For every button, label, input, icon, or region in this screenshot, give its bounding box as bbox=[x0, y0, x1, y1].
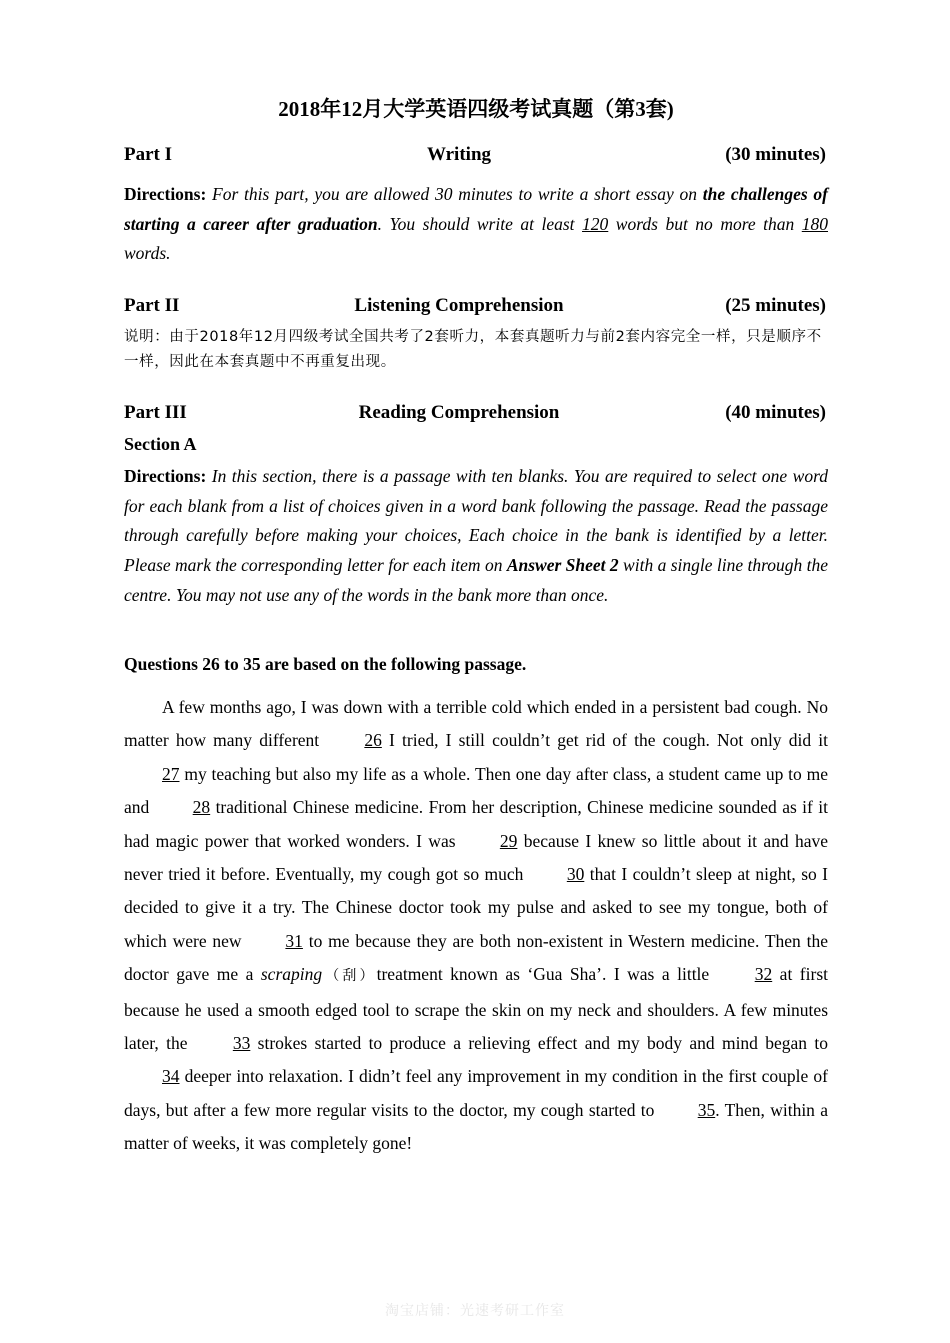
blank-28: 28 bbox=[192, 797, 211, 818]
part3-label: Part III bbox=[124, 402, 187, 423]
scraping-gloss: （刮） bbox=[322, 968, 377, 985]
blank-35: 35 bbox=[697, 1099, 716, 1120]
part1-header bbox=[124, 144, 828, 170]
part3-header bbox=[124, 402, 828, 428]
passage-text: I tried, I still couldn’t get rid of the cough. Not only did it bbox=[381, 730, 828, 751]
essay-topic: the challenges of starting a career after graduation bbox=[124, 184, 829, 234]
writing-directions-lead: Directions: bbox=[124, 184, 207, 204]
writing-directions-text: For this part, you are allowed 30 minutes to write a short essay on bbox=[206, 184, 703, 204]
blank-27: 27 bbox=[162, 763, 180, 784]
passage-text: my teaching but also my life as a whole. Then one day after class, a student came up to me and bbox=[124, 763, 828, 818]
writing-directions-text: . You should write at least bbox=[377, 213, 583, 234]
passage-text: strokes started to produce a relieving effect and my body and mind began to bbox=[250, 1033, 829, 1054]
part2-name: Listening Comprehension bbox=[354, 295, 564, 316]
max-words: 180 bbox=[801, 213, 829, 234]
watermark: 淘宝店铺：光速考研工作室 bbox=[385, 1303, 565, 1319]
blank-26: 26 bbox=[364, 730, 382, 751]
questions-intro: Questions 26 to 35 are based on the following passage. bbox=[124, 654, 527, 674]
reading-passage bbox=[124, 691, 828, 1161]
passage-text: to me because they are both non-existent in Western medicine. Then the doctor gave me a bbox=[124, 930, 828, 985]
passage-text: traditional Chinese medicine. From her description, Chinese medicine sounded as if it had magic power that worked wonders. I was bbox=[124, 797, 828, 851]
min-words: 120 bbox=[582, 213, 609, 234]
part3-name: Reading Comprehension bbox=[358, 402, 560, 423]
writing-directions-text: words. bbox=[124, 243, 171, 264]
part1-name: Writing bbox=[426, 144, 492, 165]
writing-directions-text: words but no more than bbox=[608, 213, 802, 234]
part3-time: (40 minutes) bbox=[725, 402, 826, 423]
page-title: 2018年12月大学英语四级考试真题（第3套) bbox=[278, 97, 674, 121]
part2-time: (25 minutes) bbox=[725, 295, 826, 316]
blank-34: 34 bbox=[162, 1066, 180, 1087]
reading-directions-text: with a single line through the centre. You may not use any of the words in the bank more than once. bbox=[124, 555, 829, 605]
passage-paragraph bbox=[124, 691, 828, 1161]
blank-30: 30 bbox=[566, 864, 585, 885]
part2-label: Part II bbox=[124, 295, 180, 316]
part2-header bbox=[124, 295, 828, 321]
listening-note: 说明：由于2018年12月四级考试全国共考了2套听力，本套真题听力与前2套内容完全一样，只是顺序不一样，因此在本套真题中不再重复出现。 bbox=[124, 329, 822, 370]
blank-32: 32 bbox=[754, 964, 773, 985]
passage-text: A few months ago, I was down with a terrible cold which ended in a persistent bad cough. No matter how many different bbox=[124, 697, 828, 751]
blank-33: 33 bbox=[232, 1033, 251, 1054]
reading-directions-text: In this section, there is a passage with ten blanks. You are required to select one word for each blank from a list of choices given in a word bank following the passage. Read the passage through carefully before making your choices, Each choice in the bank is identified by a letter. Please mark the corresponding letter for each item on bbox=[124, 466, 828, 576]
writing-directions bbox=[124, 180, 828, 269]
scraping-term: scraping bbox=[260, 964, 323, 985]
reading-directions bbox=[124, 462, 828, 611]
answer-sheet-ref: Answer Sheet 2 bbox=[506, 555, 619, 576]
part1-label: Part I bbox=[124, 144, 173, 165]
passage-text: that I couldn’t sleep at night, so I decided to give it a try. The Chinese doctor took my pulse and asked to see my tongue, both of which were new bbox=[124, 864, 828, 951]
passage-text: because I knew so little about it and have never tried it before. Eventually, my cough got so much bbox=[124, 830, 829, 885]
blank-29: 29 bbox=[499, 830, 518, 851]
part1-time: (30 minutes) bbox=[725, 144, 826, 165]
passage-text: at first because he used a smooth edged tool to scrape the skin on my neck and shoulders. A few minutes later, the bbox=[124, 964, 828, 1054]
passage-text: . Then, within a matter of weeks, it was completely gone! bbox=[124, 1099, 829, 1154]
blank-31: 31 bbox=[285, 930, 303, 951]
section-a-heading: Section A bbox=[124, 434, 197, 454]
passage-text: deeper into relaxation. I didn’t feel any improvement in my condition in the first couple of days, but after a few more regular visits to the doctor, my cough started to bbox=[124, 1066, 828, 1120]
reading-directions-lead: Directions: bbox=[124, 466, 207, 486]
passage-text: treatment known as ‘Gua Sha’. I was a little bbox=[376, 964, 717, 985]
